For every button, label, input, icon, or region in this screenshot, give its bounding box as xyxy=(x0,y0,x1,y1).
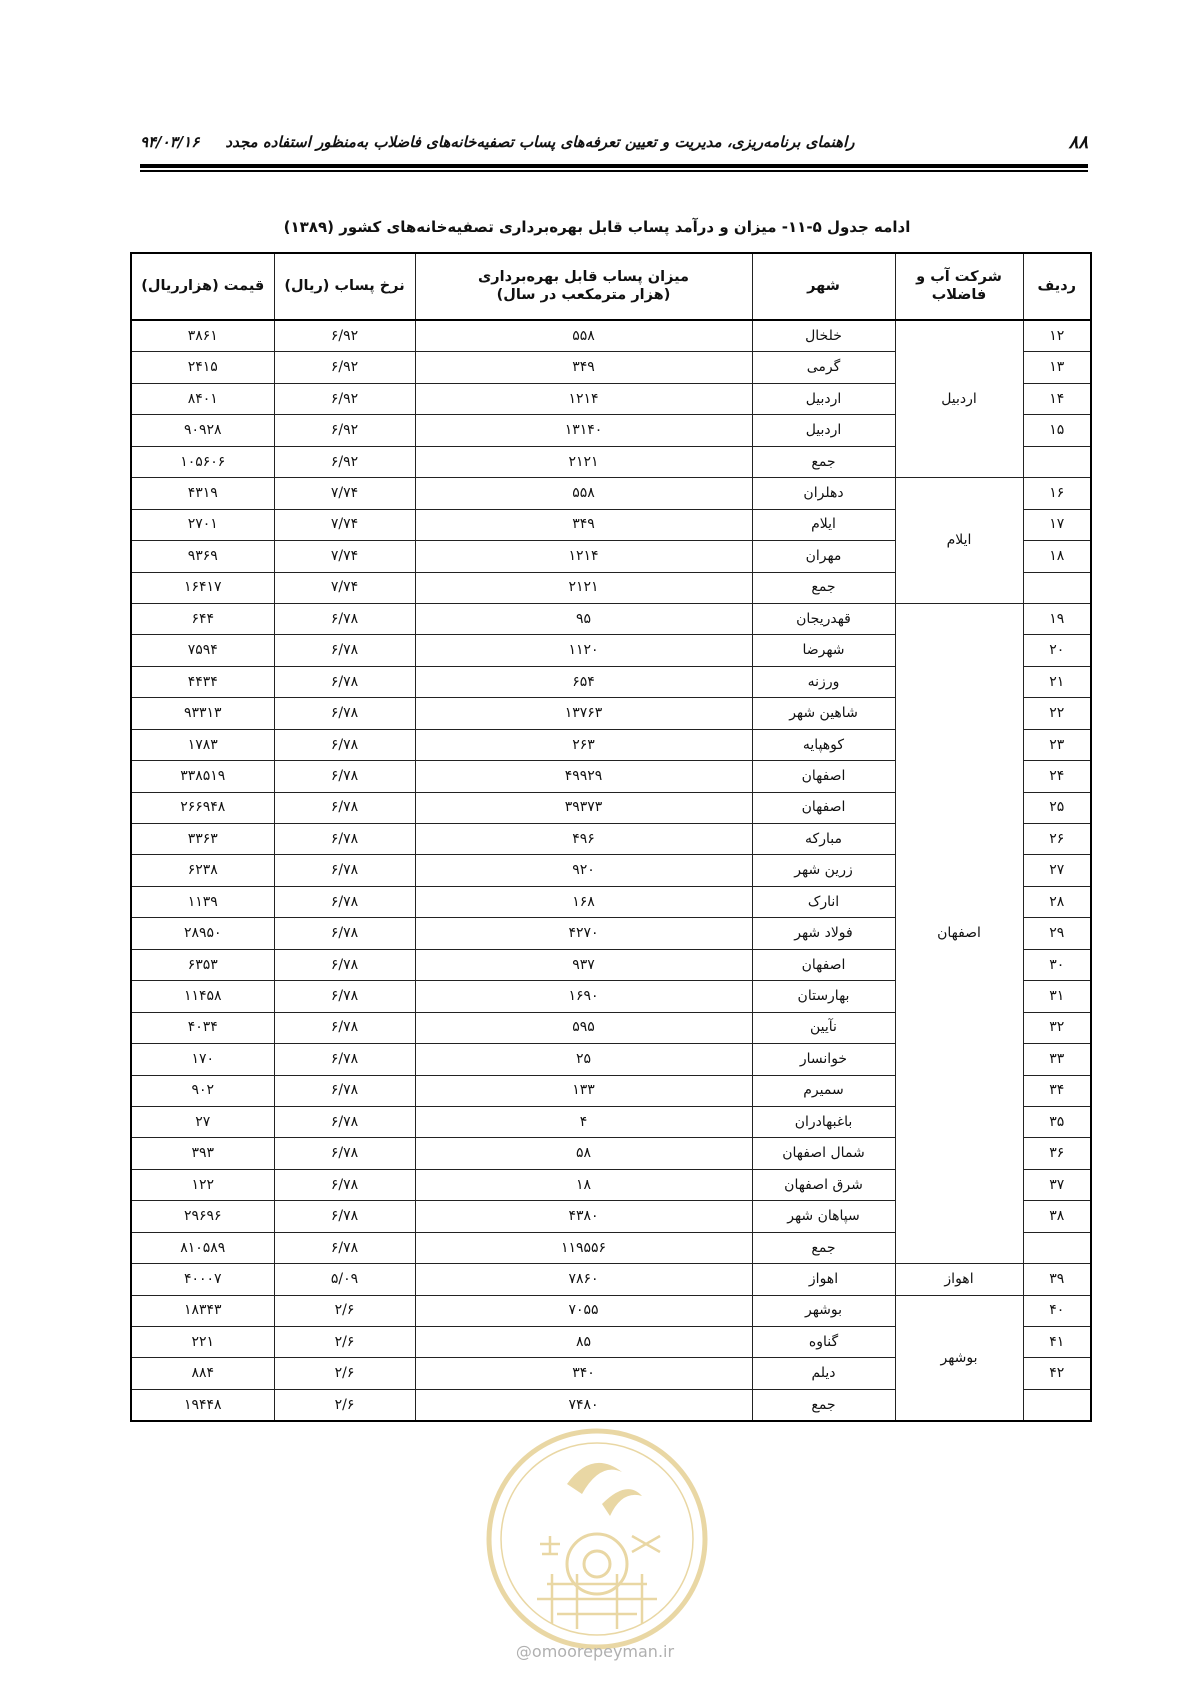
rate-cell: ۶/۷۸ xyxy=(274,949,415,980)
city-cell: دیلم xyxy=(752,1358,895,1389)
row-number-cell xyxy=(1023,1389,1091,1421)
volume-cell: ۵۵۸ xyxy=(415,478,752,509)
price-cell: ۷۵۹۴ xyxy=(131,635,274,666)
rate-cell: ۶/۷۸ xyxy=(274,824,415,855)
rate-cell: ۲/۶ xyxy=(274,1295,415,1326)
watermark-emblem xyxy=(482,1424,712,1654)
header-volume-line1: میزان پساب قابل بهره‌برداری xyxy=(477,269,690,286)
city-cell: سمیرم xyxy=(752,1075,895,1106)
city-cell: فولاد شهر xyxy=(752,918,895,949)
city-cell: دهلران xyxy=(752,478,895,509)
rate-cell: ۶/۷۸ xyxy=(274,1106,415,1137)
row-number-cell: ۲۵ xyxy=(1023,792,1091,823)
city-cell: باغبهادران xyxy=(752,1106,895,1137)
header-price: قیمت (هزارریال) xyxy=(131,253,274,320)
price-cell: ۱۶۴۱۷ xyxy=(131,572,274,603)
volume-cell: ۱۶۸ xyxy=(415,886,752,917)
rate-cell: ۲/۶ xyxy=(274,1358,415,1389)
price-cell: ۱۱۴۵۸ xyxy=(131,981,274,1012)
row-number-cell xyxy=(1023,1232,1091,1263)
rate-cell: ۶/۷۸ xyxy=(274,1169,415,1200)
volume-cell: ۱۲۱۴ xyxy=(415,383,752,414)
table-row xyxy=(131,478,1091,509)
volume-cell: ۴۹۹۲۹ xyxy=(415,761,752,792)
row-number-cell: ۳۳ xyxy=(1023,1044,1091,1075)
header-volume xyxy=(415,253,752,320)
table-row xyxy=(131,1264,1091,1295)
volume-cell: ۷۰۵۵ xyxy=(415,1295,752,1326)
volume-cell: ۶۵۴ xyxy=(415,666,752,697)
price-cell: ۸۸۴ xyxy=(131,1358,274,1389)
row-number-cell: ۲۹ xyxy=(1023,918,1091,949)
row-number-cell: ۱۲ xyxy=(1023,320,1091,352)
price-cell: ۲۶۶۹۴۸ xyxy=(131,792,274,823)
price-cell: ۱۱۳۹ xyxy=(131,886,274,917)
rate-cell: ۷/۷۴ xyxy=(274,541,415,572)
price-cell: ۶۲۳۸ xyxy=(131,855,274,886)
price-cell: ۹۰۲ xyxy=(131,1075,274,1106)
header-company-line2: فاضلاب xyxy=(931,286,987,303)
price-cell: ۳۹۳ xyxy=(131,1138,274,1169)
volume-cell: ۲۱۲۱ xyxy=(415,572,752,603)
price-cell: ۲۷۰۱ xyxy=(131,509,274,540)
row-number-cell: ۲۸ xyxy=(1023,886,1091,917)
volume-cell: ۲۱۲۱ xyxy=(415,446,752,477)
row-number-cell: ۲۱ xyxy=(1023,666,1091,697)
price-cell: ۴۰۰۰۷ xyxy=(131,1264,274,1295)
row-number-cell: ۱۶ xyxy=(1023,478,1091,509)
rate-cell: ۵/۰۹ xyxy=(274,1264,415,1295)
city-cell: زرین شهر xyxy=(752,855,895,886)
price-cell: ۳۸۶۱ xyxy=(131,320,274,352)
rate-cell: ۶/۷۸ xyxy=(274,918,415,949)
row-number-cell xyxy=(1023,572,1091,603)
company-cell: اصفهان xyxy=(895,603,1023,1263)
city-cell: شهرضا xyxy=(752,635,895,666)
city-cell: اصفهان xyxy=(752,792,895,823)
row-number-cell: ۳۵ xyxy=(1023,1106,1091,1137)
running-title-text: راهنمای برنامه‌ریزی، مدیریت و تعیین تعرفه‌های پساب تصفیه‌خانه‌های فاضلاب به‌منظور استفاده مجدد xyxy=(225,133,855,151)
rate-cell: ۶/۷۸ xyxy=(274,1075,415,1106)
city-cell: قهدریجان xyxy=(752,603,895,634)
city-cell: جمع xyxy=(752,1389,895,1421)
rate-cell: ۶/۷۸ xyxy=(274,635,415,666)
volume-cell: ۳۴۹ xyxy=(415,352,752,383)
city-cell: نآیین xyxy=(752,1012,895,1043)
volume-cell: ۴۹۶ xyxy=(415,824,752,855)
rate-cell: ۶/۷۸ xyxy=(274,698,415,729)
row-number-cell: ۳۱ xyxy=(1023,981,1091,1012)
rate-cell: ۶/۹۲ xyxy=(274,383,415,414)
rate-cell: ۶/۹۲ xyxy=(274,352,415,383)
rate-cell: ۶/۷۸ xyxy=(274,1232,415,1263)
row-number-cell: ۱۹ xyxy=(1023,603,1091,634)
volume-cell: ۴۲۷۰ xyxy=(415,918,752,949)
volume-cell: ۱۳۱۴۰ xyxy=(415,415,752,446)
city-cell: ورزنه xyxy=(752,666,895,697)
rate-cell: ۶/۷۸ xyxy=(274,1012,415,1043)
company-cell: ایلام xyxy=(895,478,1023,604)
city-cell: مبارکه xyxy=(752,824,895,855)
header-rule xyxy=(140,164,1088,168)
volume-cell: ۱۳۳ xyxy=(415,1075,752,1106)
header-volume-line2: (هزار مترمکعب در سال) xyxy=(496,286,671,303)
row-number-cell: ۴۰ xyxy=(1023,1295,1091,1326)
city-cell: خلخال xyxy=(752,320,895,352)
volume-cell: ۱۱۲۰ xyxy=(415,635,752,666)
price-cell: ۴۳۱۹ xyxy=(131,478,274,509)
rate-cell: ۶/۷۸ xyxy=(274,1201,415,1232)
company-cell: اردبیل xyxy=(895,320,1023,478)
row-number-cell: ۱۳ xyxy=(1023,352,1091,383)
row-number-cell: ۳۹ xyxy=(1023,1264,1091,1295)
table-caption: ادامه جدول ۵-۱۱- میزان و درآمد پساب قابل بهره‌برداری تصفیه‌خانه‌های کشور (۱۳۸۹) xyxy=(283,218,911,236)
row-number-cell: ۳۸ xyxy=(1023,1201,1091,1232)
company-cell: بوشهر xyxy=(895,1295,1023,1421)
city-cell: شاهین شهر xyxy=(752,698,895,729)
price-cell: ۹۳۳۱۳ xyxy=(131,698,274,729)
row-number-cell: ۲۴ xyxy=(1023,761,1091,792)
volume-cell: ۹۳۷ xyxy=(415,949,752,980)
row-number-cell: ۴۲ xyxy=(1023,1358,1091,1389)
price-cell: ۱۹۴۴۸ xyxy=(131,1389,274,1421)
header-rule-thin xyxy=(140,170,1088,172)
volume-cell: ۲۶۳ xyxy=(415,729,752,760)
price-cell: ۲۲۱ xyxy=(131,1327,274,1358)
price-cell: ۸۴۰۱ xyxy=(131,383,274,414)
volume-cell: ۹۵ xyxy=(415,603,752,634)
row-number-cell: ۲۰ xyxy=(1023,635,1091,666)
city-cell: مهران xyxy=(752,541,895,572)
row-number-cell xyxy=(1023,446,1091,477)
volume-cell: ۳۹۳۷۳ xyxy=(415,792,752,823)
volume-cell: ۱۸ xyxy=(415,1169,752,1200)
table-row xyxy=(131,320,1091,352)
rate-cell: ۶/۹۲ xyxy=(274,415,415,446)
city-cell: گناوه xyxy=(752,1327,895,1358)
row-number-cell: ۲۲ xyxy=(1023,698,1091,729)
volume-cell: ۴ xyxy=(415,1106,752,1137)
row-number-cell: ۳۴ xyxy=(1023,1075,1091,1106)
city-cell: ایلام xyxy=(752,509,895,540)
city-cell: جمع xyxy=(752,1232,895,1263)
city-cell: انارک xyxy=(752,886,895,917)
header-company-line1: شرکت آب و xyxy=(916,269,1002,286)
city-cell: گرمی xyxy=(752,352,895,383)
rate-cell: ۶/۷۸ xyxy=(274,792,415,823)
table-body xyxy=(131,320,1091,1421)
volume-cell: ۲۵ xyxy=(415,1044,752,1075)
document-code: ۹۴/۰۳/۱۶ xyxy=(140,133,200,151)
row-number-cell: ۲۳ xyxy=(1023,729,1091,760)
header-row-number: ردیف xyxy=(1023,253,1091,320)
row-number-cell: ۱۴ xyxy=(1023,383,1091,414)
price-cell: ۲۷ xyxy=(131,1106,274,1137)
rate-cell: ۶/۷۸ xyxy=(274,1138,415,1169)
running-title xyxy=(140,133,854,151)
volume-cell: ۴۳۸۰ xyxy=(415,1201,752,1232)
price-cell: ۱۸۳۴۳ xyxy=(131,1295,274,1326)
rate-cell: ۶/۷۸ xyxy=(274,981,415,1012)
volume-cell: ۱۱۹۵۵۶ xyxy=(415,1232,752,1263)
price-cell: ۱۲۲ xyxy=(131,1169,274,1200)
table-row xyxy=(131,603,1091,634)
header-company xyxy=(895,253,1023,320)
row-number-cell: ۲۶ xyxy=(1023,824,1091,855)
price-cell: ۶۳۵۳ xyxy=(131,949,274,980)
price-cell: ۲۹۶۹۶ xyxy=(131,1201,274,1232)
volume-cell: ۵۵۸ xyxy=(415,320,752,352)
watermark-url-text: omoorepeyman.ir xyxy=(531,1642,675,1661)
volume-cell: ۵۸ xyxy=(415,1138,752,1169)
rate-cell: ۶/۹۲ xyxy=(274,446,415,477)
city-cell: سپاهان شهر xyxy=(752,1201,895,1232)
price-cell: ۴۴۳۴ xyxy=(131,666,274,697)
rate-cell: ۷/۷۴ xyxy=(274,478,415,509)
header-rate: نرخ پساب (ریال) xyxy=(274,253,415,320)
row-number-cell: ۳۷ xyxy=(1023,1169,1091,1200)
page-header xyxy=(140,128,1088,156)
rate-cell: ۶/۷۸ xyxy=(274,855,415,886)
price-cell: ۶۴۴ xyxy=(131,603,274,634)
table-row xyxy=(131,1295,1091,1326)
price-cell: ۲۸۹۵۰ xyxy=(131,918,274,949)
price-cell: ۳۳۸۵۱۹ xyxy=(131,761,274,792)
price-cell: ۴۰۳۴ xyxy=(131,1012,274,1043)
city-cell: اصفهان xyxy=(752,761,895,792)
city-cell: اردبیل xyxy=(752,415,895,446)
city-cell: اصفهان xyxy=(752,949,895,980)
price-cell: ۳۳۶۳ xyxy=(131,824,274,855)
price-cell: ۸۱۰۵۸۹ xyxy=(131,1232,274,1263)
volume-cell: ۵۹۵ xyxy=(415,1012,752,1043)
rate-cell: ۷/۷۴ xyxy=(274,509,415,540)
row-number-cell: ۱۸ xyxy=(1023,541,1091,572)
volume-cell: ۱۶۹۰ xyxy=(415,981,752,1012)
rate-cell: ۲/۶ xyxy=(274,1327,415,1358)
price-cell: ۹۰۹۲۸ xyxy=(131,415,274,446)
row-number-cell: ۳۰ xyxy=(1023,949,1091,980)
rate-cell: ۶/۷۸ xyxy=(274,886,415,917)
rate-cell: ۶/۷۸ xyxy=(274,761,415,792)
volume-cell: ۱۲۱۴ xyxy=(415,541,752,572)
rate-cell: ۶/۷۸ xyxy=(274,666,415,697)
city-cell: بهارستان xyxy=(752,981,895,1012)
volume-cell: ۹۲۰ xyxy=(415,855,752,886)
row-number-cell: ۱۵ xyxy=(1023,415,1091,446)
rate-cell: ۶/۷۸ xyxy=(274,603,415,634)
volume-cell: ۱۳۷۶۳ xyxy=(415,698,752,729)
volume-cell: ۳۴۹ xyxy=(415,509,752,540)
city-cell: بوشهر xyxy=(752,1295,895,1326)
city-cell: شمال اصفهان xyxy=(752,1138,895,1169)
table-header-row xyxy=(131,253,1091,320)
price-cell: ۲۴۱۵ xyxy=(131,352,274,383)
city-cell: اهواز xyxy=(752,1264,895,1295)
price-cell: ۱۷۸۳ xyxy=(131,729,274,760)
city-cell: جمع xyxy=(752,572,895,603)
rate-cell: ۶/۷۸ xyxy=(274,729,415,760)
rate-cell: ۲/۶ xyxy=(274,1389,415,1421)
tariff-table xyxy=(130,252,1092,1422)
row-number-cell: ۳۶ xyxy=(1023,1138,1091,1169)
city-cell: شرق اصفهان xyxy=(752,1169,895,1200)
rate-cell: ۷/۷۴ xyxy=(274,572,415,603)
watermark-url xyxy=(490,1642,700,1661)
volume-cell: ۷۴۸۰ xyxy=(415,1389,752,1421)
row-number-cell: ۴۱ xyxy=(1023,1327,1091,1358)
at-icon: @ xyxy=(515,1642,532,1661)
rate-cell: ۶/۹۲ xyxy=(274,320,415,352)
row-number-cell: ۱۷ xyxy=(1023,509,1091,540)
volume-cell: ۸۵ xyxy=(415,1327,752,1358)
company-cell: اهواز xyxy=(895,1264,1023,1295)
volume-cell: ۳۴۰ xyxy=(415,1358,752,1389)
row-number-cell: ۲۷ xyxy=(1023,855,1091,886)
price-cell: ۱۷۰ xyxy=(131,1044,274,1075)
page-number: ۸۸ xyxy=(1068,131,1088,153)
price-cell: ۹۳۶۹ xyxy=(131,541,274,572)
city-cell: کوهپایه xyxy=(752,729,895,760)
volume-cell: ۷۸۶۰ xyxy=(415,1264,752,1295)
rate-cell: ۶/۷۸ xyxy=(274,1044,415,1075)
city-cell: جمع xyxy=(752,446,895,477)
city-cell: اردبیل xyxy=(752,383,895,414)
price-cell: ۱۰۵۶۰۶ xyxy=(131,446,274,477)
row-number-cell: ۳۲ xyxy=(1023,1012,1091,1043)
header-city: شهر xyxy=(752,253,895,320)
city-cell: خوانسار xyxy=(752,1044,895,1075)
